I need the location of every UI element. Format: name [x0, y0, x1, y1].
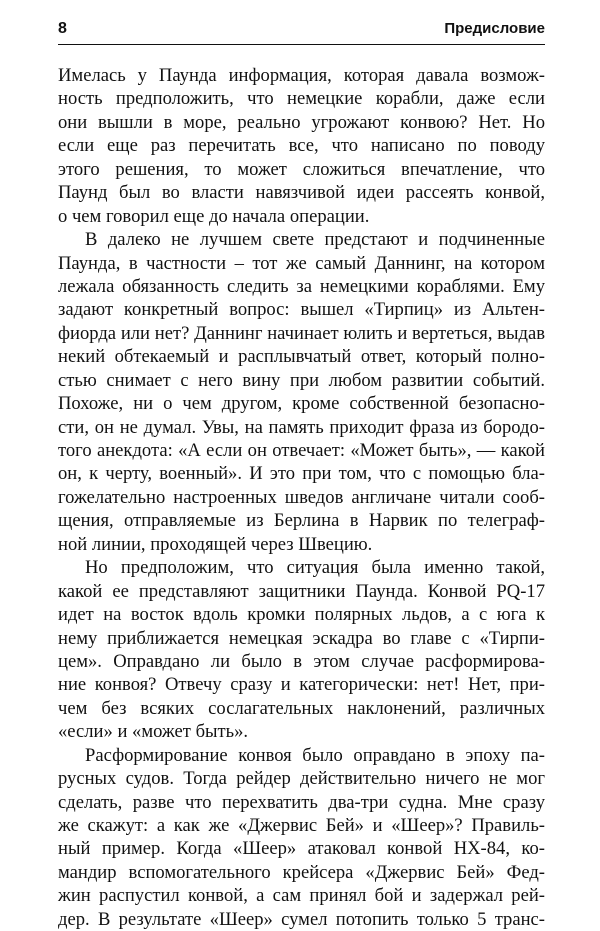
text-line: если еще раз перечитать все, что написано по поводу [58, 135, 545, 157]
page-number: 8 [58, 20, 67, 37]
text-line: ной линии, проходящей через Швецию. [58, 533, 373, 555]
text-line: «если» и «может быть». [58, 721, 249, 743]
text-line: сделать, разве что перехватить два-три судна. Мне сразу [58, 791, 545, 813]
running-title: Предисловие [444, 20, 545, 37]
text-line: Имелась у Паунда информация, которая давала возмож- [58, 65, 545, 86]
text-line: русных судов. Тогда рейдер действительно ничего не мог [58, 768, 545, 790]
text-line: сти, он не думал. Увы, на память приходит фраза из бородо- [58, 416, 545, 438]
paragraph [58, 64, 545, 228]
text-line: цем». Оправдано ли было в этом случае расформирова- [58, 650, 545, 672]
text-line: какой ее представляют защитники Паунда. Конвой PQ-17 [58, 580, 545, 602]
text-line: задают конкретный вопрос: вышел «Тирпиц» из Альтен- [58, 299, 545, 321]
text-line: они вышли в море, реально угрожают конвою? Нет. Но [58, 111, 545, 133]
text-line: же скажут: а как же «Джервис Бей» и «Шеер»? Правиль- [58, 815, 545, 836]
paragraph [58, 744, 545, 931]
text-line: В далеко не лучшем свете предстают и подчиненные [85, 229, 545, 251]
text-line: гожелательно настроенных шведов англичане читали сооб- [58, 486, 545, 508]
text-line: ние конвоя? Отвечу сразу и категорически: нет! Нет, при- [58, 674, 545, 696]
text-line: ность предположить, что немецкие корабли, даже если [58, 88, 545, 110]
text-line: он, к черту, военный». И это при том, что с помощью бла- [58, 463, 545, 485]
text-line: Но предположим, что ситуация была именно такой, [85, 557, 545, 579]
text-line: ный пример. Когда «Шеер» атаковал конвой HX-84, ко- [58, 838, 545, 860]
header-rule [58, 44, 545, 45]
text-line: этого решения, то может сложиться впечатление, что [58, 158, 545, 180]
text-line: щения, отправляемые из Берлина в Нарвик по телеграф- [58, 510, 545, 532]
text-line: того анекдота: «А если он отвечает: «Может быть», — какой [58, 440, 545, 461]
text-line: нему приближается немецкая эскадра во главе с «Тирпи- [58, 627, 545, 649]
text-line: Паунда, в частности – тот же самый Даннинг, на котором [58, 252, 545, 274]
text-line: мандир вспомогательного крейсера «Джервис Бей» Фед- [58, 861, 545, 883]
text-line: некий обтекаемый и расплывчатый ответ, который полно- [58, 346, 545, 368]
text-line: Паунд был во власти навязчивой идеи рассеять конвой, [58, 182, 545, 204]
page-header [58, 18, 545, 44]
text-line: Расформирование конвоя было оправдано в эпоху па- [85, 744, 545, 766]
text-line: стью снимает с него вину при любом развитии событий. [58, 369, 545, 391]
paragraph [58, 556, 545, 744]
text-line: фиорда или нет? Даннинг начинает юлить и вертеться, выдав [58, 322, 545, 344]
text-line: чем без всяких сослагательных наклонений, различных [58, 697, 545, 719]
text-line: Похоже, ни о чем другом, кроме собственной безопасно- [58, 393, 545, 415]
paragraph [58, 228, 545, 556]
text-line: жин распустил конвой, а сам принял бой и задержал рей- [58, 885, 545, 907]
body-text [58, 64, 545, 931]
text-line: о чем говорил еще до начала операции. [58, 205, 370, 227]
text-line: дер. В результате «Шеер» сумел потопить только 5 транс- [58, 908, 545, 930]
text-line: лежала обязанность следить за немецкими кораблями. Ему [58, 275, 545, 297]
text-line: идет на восток вдоль кромки полярных льдов, а с юга к [58, 604, 545, 626]
